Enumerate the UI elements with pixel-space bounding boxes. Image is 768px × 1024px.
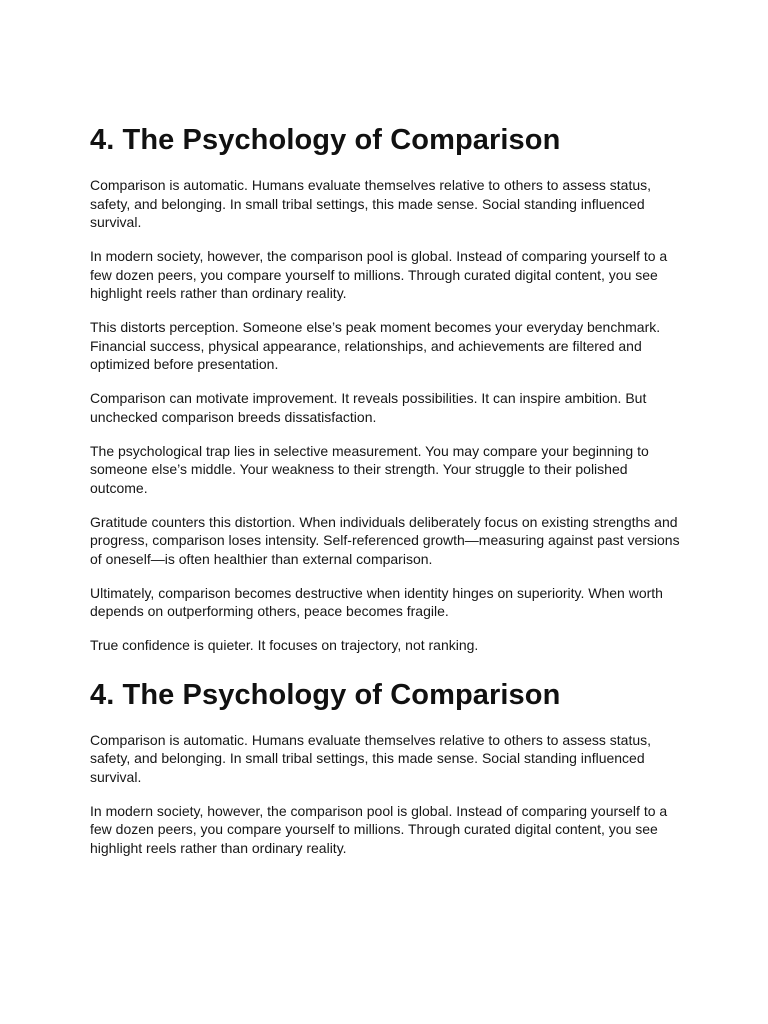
- paragraph: Gratitude counters this distortion. When individuals deliberately focus on existing strengths and progress, comparison loses intensity. Self-referenced growth—measuring against past versions of oneself—is often healthier than external comparison.: [90, 513, 680, 567]
- paragraph: In modern society, however, the comparison pool is global. Instead of comparing yourself to a few dozen peers, you compare yourself to millions. Through curated digital content, you see highlight reels rather than ordinary reality.: [90, 248, 668, 301]
- paragraph: Comparison is automatic. Humans evaluate themselves relative to others to assess status, safety, and belonging. In small tribal settings, this made sense. Social standing influenced survival.: [90, 177, 652, 230]
- paragraph: The psychological trap lies in selective measurement. You may compare your beginning to someone else’s middle. Your weakness to their strength. Your struggle to their polished outcome.: [90, 442, 649, 496]
- paragraph: Comparison can motivate improvement. It reveals possibilities. It can inspire ambition. But unchecked comparison breeds dissatisfaction.: [90, 390, 647, 425]
- paragraph: Comparison is automatic. Humans evaluate themselves relative to others to assess status, safety, and belonging. In small tribal settings, this made sense. Social standing influenced survival.: [90, 731, 652, 785]
- paragraph: Ultimately, comparison becomes destructive when identity hinges on superiority. When worth depends on outperforming others, peace becomes fragile.: [90, 584, 663, 619]
- document-page: [90, 122, 680, 873]
- section-heading: 4. The Psychology of Comparison: [90, 678, 561, 711]
- paragraph: This distorts perception. Someone else’s peak moment becomes your everyday benchmark. Financial success, physical appearance, relationships, and achievements are filtered and optimized before presentation.: [90, 319, 661, 372]
- section-psychology-of-comparison-repeat: [90, 677, 680, 858]
- section-heading: 4. The Psychology of Comparison: [90, 124, 561, 156]
- section-psychology-of-comparison: [90, 122, 680, 655]
- paragraph: True confidence is quieter. It focuses on trajectory, not ranking.: [90, 637, 479, 653]
- paragraph: In modern society, however, the comparison pool is global. Instead of comparing yourself to a few dozen peers, you compare yourself to millions. Through curated digital content, you see highlight reels rather than ordinary reality.: [90, 802, 668, 856]
